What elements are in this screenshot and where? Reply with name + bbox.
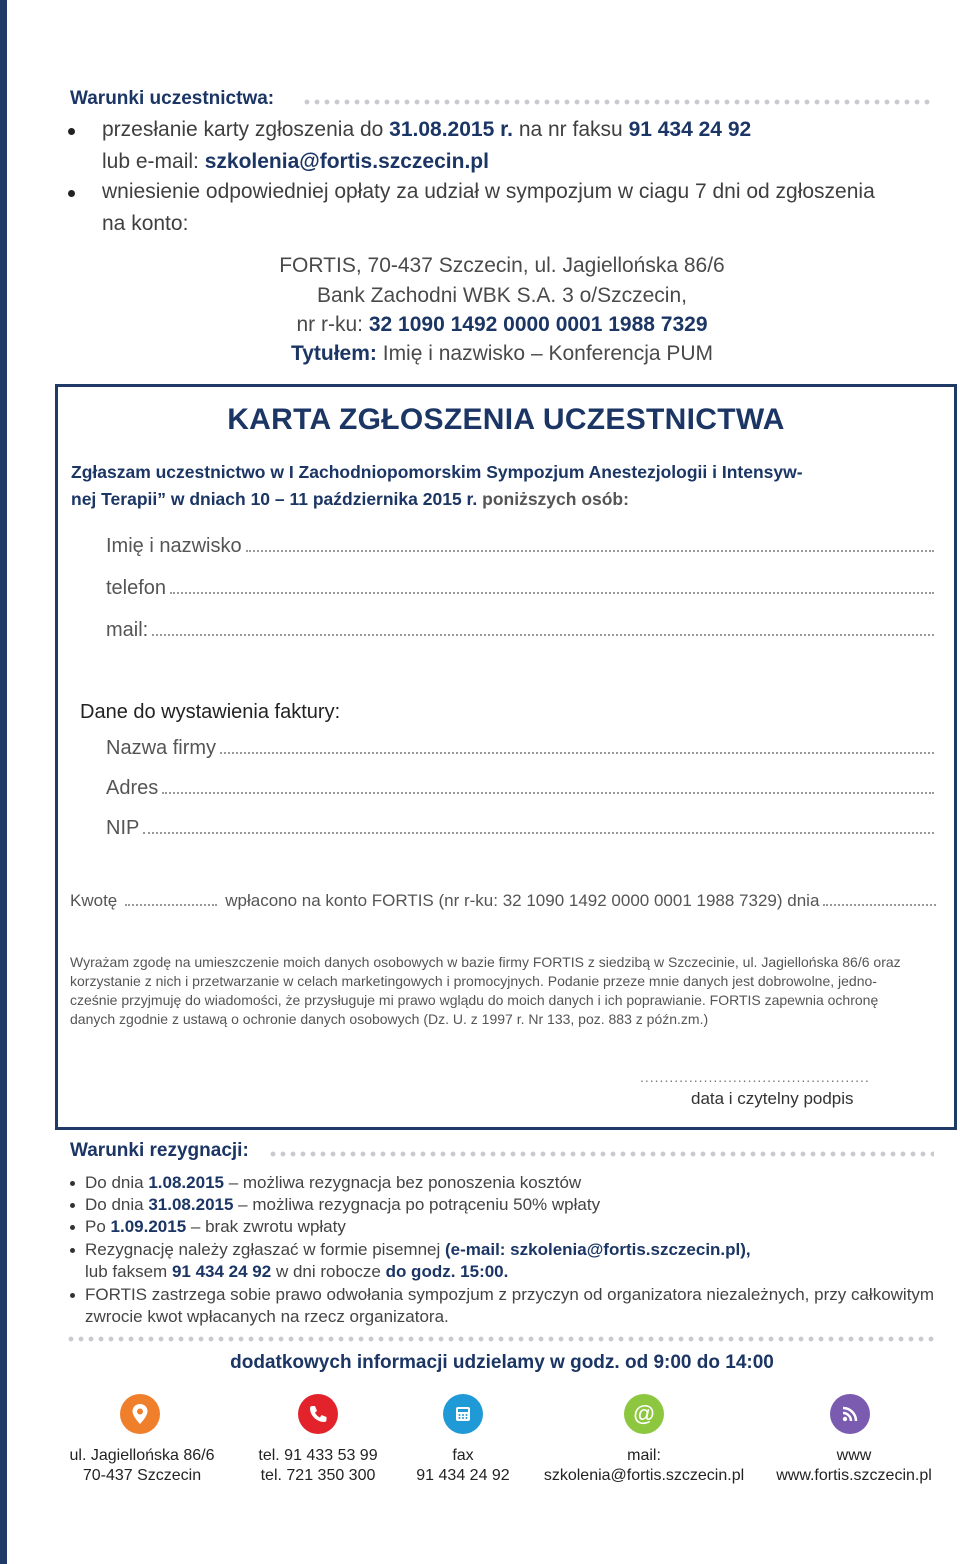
dotted-divider bbox=[66, 1336, 934, 1342]
signature-label: data i czytelny podpis bbox=[691, 1089, 854, 1108]
info-hours: dodatkowych informacji udzielamy w godz. od 9:00 do 14:00 bbox=[230, 1352, 774, 1373]
registration-form bbox=[55, 384, 957, 1130]
contact-fax: fax 91 434 24 92 bbox=[416, 1447, 510, 1484]
resignation-item-5: FORTIS zastrzega sobie prawo odwołania sympozjum z przyczyn od organizatora niezależnych, przy całkowitym zwrocie kwot wpłacanych na rzecz organizatora. bbox=[85, 1284, 934, 1328]
mail-dotted-line[interactable] bbox=[152, 633, 934, 636]
phone-dotted-line[interactable] bbox=[170, 591, 934, 594]
date-dotted-line[interactable] bbox=[823, 903, 936, 906]
phone-field[interactable]: telefon bbox=[106, 577, 934, 600]
resignation-item-4: Rezygnację należy zgłaszać w formie pisemnej (e-mail: szkolenia@fortis.szczecin.pl), lub faksem 91 434 24 92 w dni robocze do godz. 15:00. bbox=[85, 1239, 751, 1283]
account-number: 32 1090 1492 0000 0001 1988 7329 bbox=[368, 313, 708, 336]
rss-icon bbox=[830, 1394, 870, 1434]
mail-link[interactable]: szkolenia@fortis.szczecin.pl bbox=[543, 1467, 745, 1484]
phone-icon bbox=[298, 1394, 338, 1434]
location-pin-icon bbox=[120, 1394, 160, 1434]
contact-address: ul. Jagiellońska 86/6 70-437 Szczecin bbox=[69, 1447, 215, 1484]
fax-icon bbox=[443, 1394, 483, 1434]
company-dotted-line[interactable] bbox=[220, 751, 934, 754]
amount-row: Kwotę wpłacono na konto FORTIS (nr r-ku: 32 1090 1492 0000 0001 1988 7329) dnia bbox=[70, 891, 936, 911]
company-field[interactable]: Nazwa firmy bbox=[106, 737, 934, 760]
bullet-dot bbox=[70, 1248, 75, 1253]
name-field[interactable]: Imię i nazwisko bbox=[106, 535, 934, 558]
transfer-title-line: Tytułem: Imię i nazwisko – Konferencja PUM bbox=[290, 342, 714, 365]
contact-mail[interactable]: mail: szkolenia@fortis.szczecin.pl bbox=[534, 1446, 754, 1486]
left-accent-bar bbox=[0, 0, 7, 1564]
resignation-item-3: Po 1.09.2015 – brak zwrotu wpłaty bbox=[85, 1216, 346, 1238]
account-line: nr r-ku: 32 1090 1492 0000 0001 1988 7329 bbox=[296, 313, 708, 336]
nip-dotted-line[interactable] bbox=[143, 831, 934, 834]
invoice-heading: Dane do wystawienia faktury: bbox=[80, 701, 341, 723]
bullet-dot bbox=[70, 1203, 75, 1208]
conditions-heading: Warunki uczestnictwa: bbox=[70, 88, 275, 109]
condition-bullet-2: wniesienie odpowiedniej opłaty za udział w sympozjum w ciagu 7 dni od zgłoszenia na konto: bbox=[102, 176, 875, 240]
contact-phone: tel. 91 433 53 99 tel. 721 350 300 bbox=[258, 1447, 378, 1484]
contact-www[interactable]: www www.fortis.szczecin.pl bbox=[762, 1446, 946, 1486]
at-icon: @ bbox=[624, 1394, 664, 1434]
mail-field[interactable]: mail: bbox=[106, 619, 934, 642]
name-dotted-line[interactable] bbox=[246, 549, 934, 552]
address-line-2: Bank Zachodni WBK S.A. 3 o/Szczecin, bbox=[316, 284, 687, 307]
website-link[interactable]: www.fortis.szczecin.pl bbox=[776, 1467, 932, 1484]
resignation-item-2: Do dnia 31.08.2015 – możliwa rezygnacja po potrąceniu 50% wpłaty bbox=[85, 1194, 600, 1216]
address-dotted-line[interactable] bbox=[162, 791, 934, 794]
signature-dotted-line[interactable]: ............................................... bbox=[640, 1069, 870, 1085]
resignation-heading: Warunki rezygnacji: bbox=[70, 1140, 249, 1161]
form-title: KARTA ZGŁOSZENIA UCZESTNICTWA bbox=[227, 403, 785, 436]
bullet-dot bbox=[70, 1293, 75, 1298]
email-link[interactable]: (e-mail: szkolenia@fortis.szczecin.pl), bbox=[445, 1240, 751, 1259]
consent-text: Wyrażam zgodę na umieszczenie moich danych osobowych w bazie firmy FORTIS z siedzibą w Szczecinie, ul. Jagiellońska 86/6 oraz korzystanie z nich i przetwarzanie w celach marketingowych i promocyjnych. Podanie przeze mnie danych jest dobrowolne, jedno- cześnie przyjmuję do wiadomości, że przysługuje mi prawo wglądu do moich danych i ich poprawianie. FORTIS zapewnia ochronę danych zgodnie z ustawą o ochronie danych osobowych (Dz. U. z 1997 r. Nr 133, poz. 883 z późn.zm.) bbox=[70, 954, 901, 1027]
email-link[interactable]: szkolenia@fortis.szczecin.pl bbox=[204, 150, 489, 173]
bullet-dot bbox=[70, 1181, 75, 1186]
form-intro: Zgłaszam uczestnictwo w I Zachodniopomorskim Sympozjum Anestezjologii i Intensyw- nej Terapii” w dniach 10 – 11 października 2015 r. poniższych osób: bbox=[71, 462, 803, 509]
bullet-dot bbox=[70, 1225, 75, 1230]
address-field[interactable]: Adres bbox=[106, 777, 934, 800]
resignation-item-1: Do dnia 1.08.2015 – możliwa rezygnacja bez ponoszenia kosztów bbox=[85, 1172, 581, 1194]
amount-dotted-line[interactable] bbox=[125, 903, 217, 906]
dotted-divider bbox=[268, 1151, 934, 1157]
bullet-dot bbox=[68, 190, 75, 197]
condition-bullet-1: przesłanie karty zgłoszenia do 31.08.2015 r. na nr faksu 91 434 24 92 lub e-mail: szkolenia@fortis.szczecin.pl bbox=[102, 114, 751, 178]
nip-field[interactable]: NIP bbox=[106, 817, 934, 840]
bullet-dot bbox=[68, 128, 75, 135]
dotted-divider bbox=[302, 99, 934, 105]
address-line-1: FORTIS, 70-437 Szczecin, ul. Jagiellońska 86/6 bbox=[279, 254, 725, 277]
